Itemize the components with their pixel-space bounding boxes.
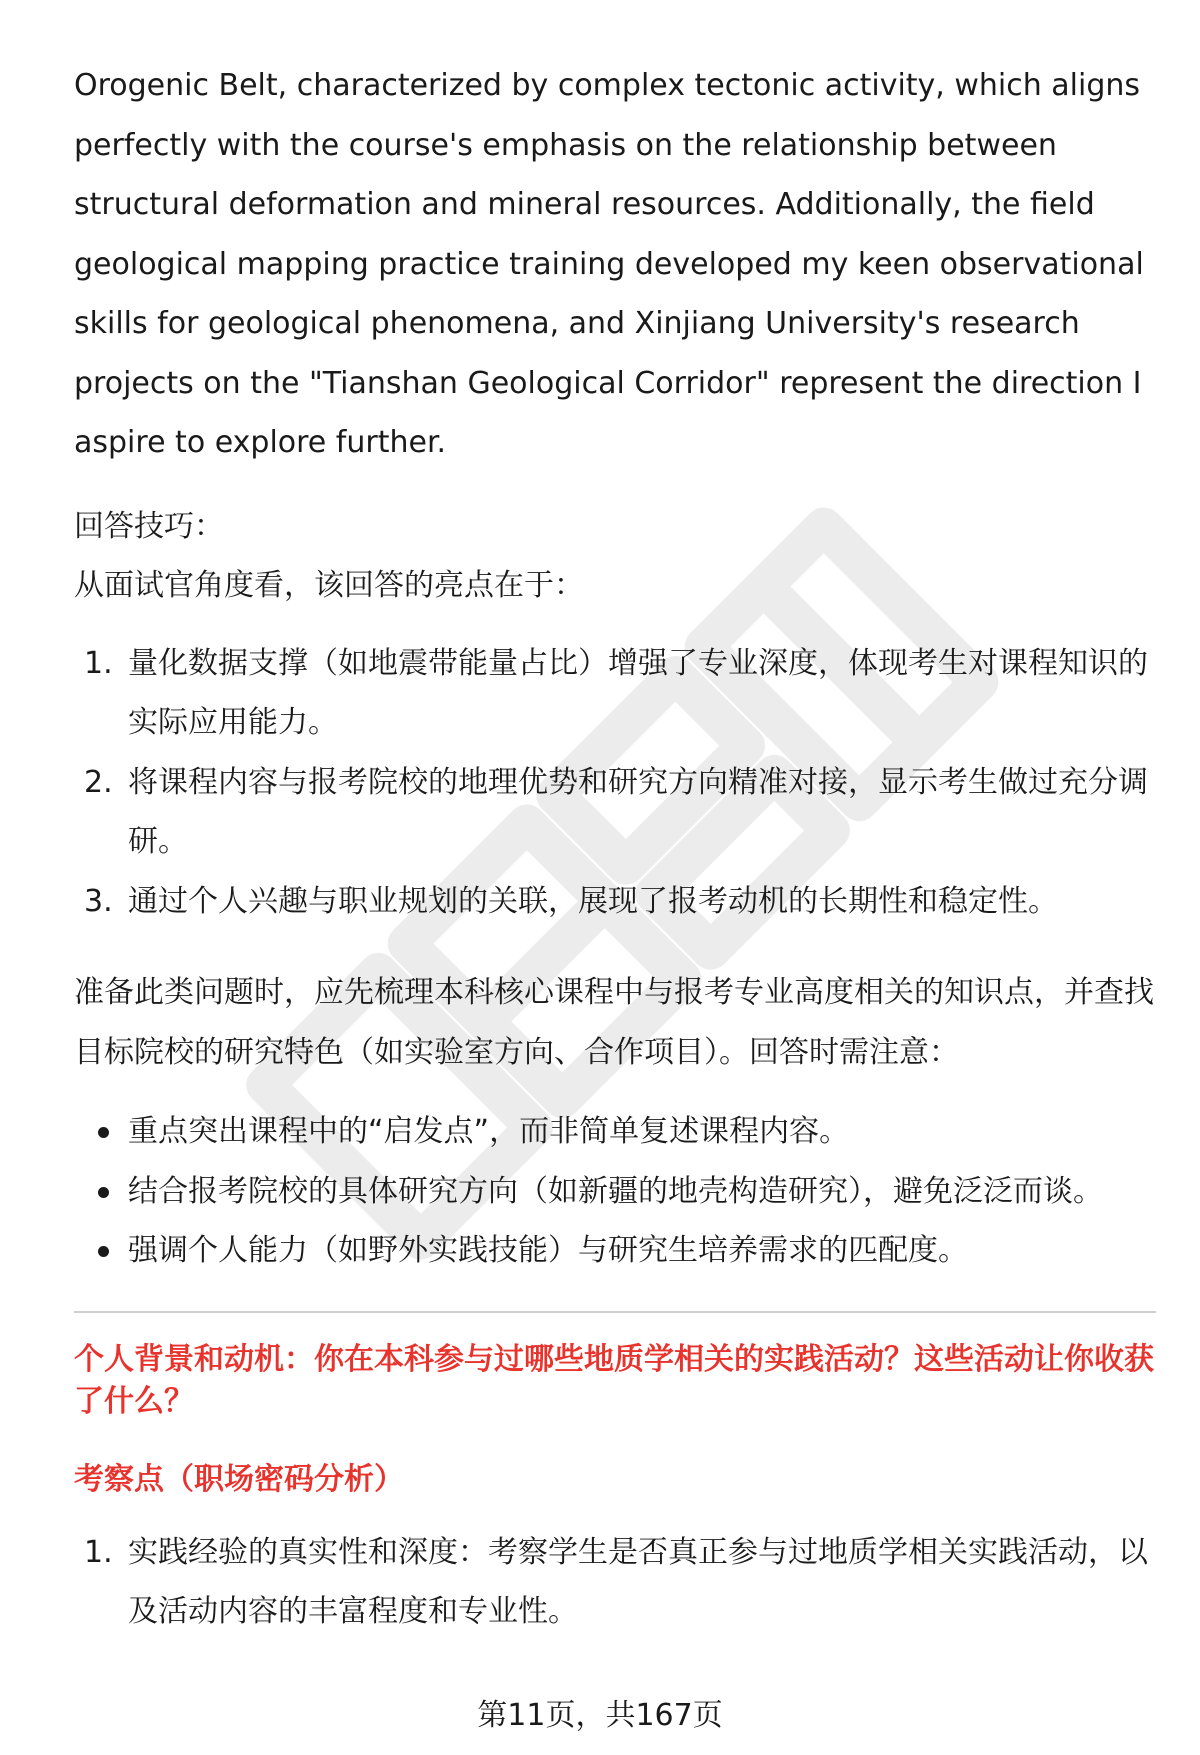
page-footer: 第11页，共167页 (477, 1698, 723, 1733)
tips-intro: 从面试官角度看，该回答的亮点在于： (74, 568, 584, 603)
list-item (74, 1221, 1156, 1281)
list-item (74, 1523, 1156, 1642)
list-text: 将课程内容与报考院校的地理优势和研究方向精准对接，显示考生做过充分调研。 (128, 764, 1148, 859)
list-text: 结合报考院校的具体研究方向（如新疆的地壳构造研究），避免泛泛而谈。 (128, 1173, 1103, 1209)
list-item (74, 1102, 1156, 1162)
list-text: 强调个人能力（如野外实践技能）与研究生培养需求的匹配度。 (128, 1233, 968, 1268)
list-text: 量化数据支撑（如地震带能量占比）增强了专业深度，体现考生对课程知识的实际应用能力。 (128, 645, 1148, 740)
bullet-icon (98, 1187, 109, 1198)
points-list (74, 1523, 1156, 1642)
section-title: 考察点（职场密码分析） (74, 1461, 404, 1497)
highlights-list (74, 634, 1156, 932)
bullet-icon (98, 1127, 109, 1138)
prep-paragraph: 准备此类问题时，应先梳理本科核心课程中与报考专业高度相关的知识点，并查找目标院校的研究特色（如实验室方向、合作项目）。回答时需注意： (74, 975, 1154, 1070)
section-divider (74, 1311, 1156, 1313)
list-number: 1. (84, 645, 113, 681)
question-title: 个人背景和动机：你在本科参与过哪些地质学相关的实践活动？这些活动让你收获了什么？ (74, 1341, 1154, 1419)
list-item (74, 1162, 1156, 1222)
list-number: 2. (84, 764, 113, 800)
list-number: 1. (84, 1534, 113, 1570)
list-item (74, 634, 1156, 753)
notes-list (74, 1102, 1156, 1281)
list-item (74, 872, 1156, 932)
list-text: 重点突出课程中的“启发点”，而非简单复述课程内容。 (128, 1114, 850, 1149)
list-text: 通过个人兴趣与职业规划的关联，展现了报考动机的长期性和稳定性。 (128, 883, 1058, 919)
intro-paragraph: Orogenic Belt, characterized by complex tectonic activity, which aligns perfectly with the course's emphasis on the relationship between structural deformation and mineral resources. Additionally, the field geological mapping practice training developed my keen observational skills for geological phenomena, and Xinjiang University's research projects on the "Tianshan Geological Corridor" represent the direction I aspire to explore further. (74, 68, 1144, 460)
list-item (74, 753, 1156, 872)
list-number: 3. (84, 883, 113, 919)
document-page (74, 56, 1156, 1642)
tips-label: 回答技巧： (74, 508, 224, 544)
list-text: 实践经验的真实性和深度：考察学生是否真正参与过地质学相关实践活动，以及活动内容的丰富程度和专业性。 (128, 1534, 1148, 1629)
bullet-icon (98, 1246, 109, 1257)
